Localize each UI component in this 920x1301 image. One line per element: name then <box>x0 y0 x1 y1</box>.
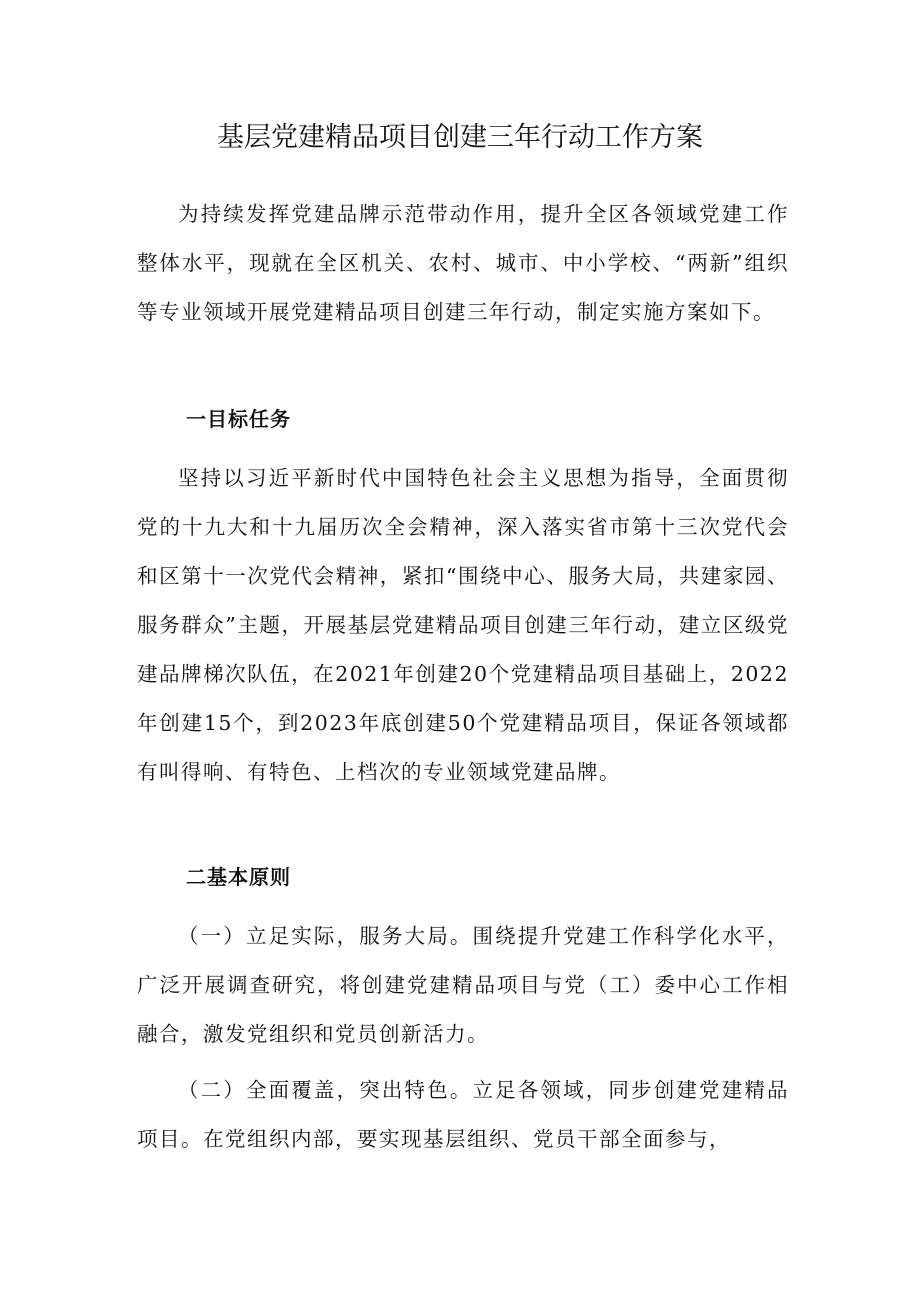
section-heading-principles: 二基本原则 <box>186 865 291 889</box>
principle-item-2: （二）全面覆盖，突出特色。立足各领域，同步创建党建精品项目。在党组织内部，要实现基层组织、党员干部全面参与， <box>137 1078 789 1151</box>
intro-paragraph: 为持续发挥党建品牌示范带动作用，提升全区各领域党建工作整体水平，现就在全区机关、农村、城市、中小学校、“两新”组织等专业领域开展党建精品项目创建三年行动，制定实施方案如下。 <box>137 202 789 324</box>
document-title: 基层党建精品项目创建三年行动工作方案 <box>217 122 703 153</box>
goals-paragraph: 坚持以习近平新时代中国特色社会主义思想为指导，全面贯彻党的十九大和十九届历次全会精神，深入落实省市第十三次党代会和区第十一次党代会精神，紧扣“围绕中心、服务大局，共建家园、服务群众”主题，开展基层党建精品项目创建三年行动，建立区级党建品牌梯次队伍，在2021年创建20个党建精品项目基础上，2022年创建15个，到2023年底创建50个党建精品项目，保证各领域都有叫得响、有特色、上档次的专业领域党建品牌。 <box>137 466 789 784</box>
principle-item-1: （一）立足实际，服务大局。围绕提升党建工作科学化水平，广泛开展调查研究，将创建党建精品项目与党（工）委中心工作相融合，激发党组织和党员创新活力。 <box>137 924 789 1046</box>
section-heading-goals: 一目标任务 <box>186 407 291 431</box>
